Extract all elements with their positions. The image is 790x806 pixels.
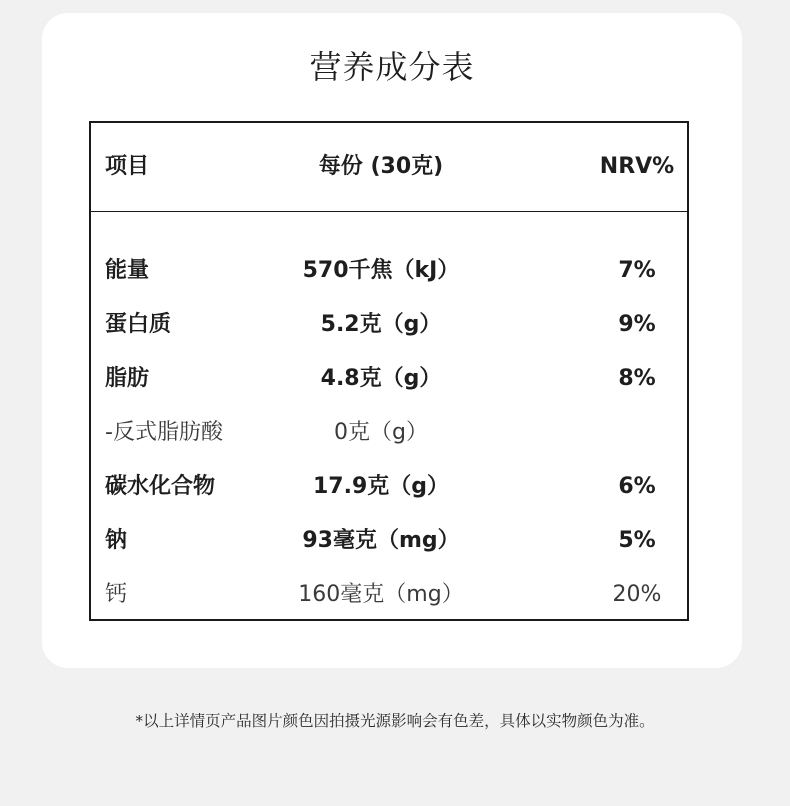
table-title: 营养成分表 [309, 48, 475, 86]
row-name: 碳水化合物 [105, 474, 216, 499]
row-name: 脂肪 [105, 366, 150, 391]
row-name: -反式脂肪酸 [105, 420, 223, 445]
header-per-serving: 每份 (30克) [318, 154, 444, 179]
row-value: 17.9克（g） [312, 474, 450, 499]
nutrition-table [89, 121, 689, 621]
row-name: 钠 [105, 528, 128, 553]
row-nrv: 5% [618, 528, 656, 553]
row-value: 570千焦（kJ） [302, 258, 460, 283]
row-value: 0克（g） [334, 420, 428, 445]
row-value: 93毫克（mg） [302, 528, 460, 553]
row-nrv: 8% [618, 366, 656, 391]
row-name: 钙 [105, 582, 128, 607]
footnote: *以上详情页产品图片颜色因拍摄光源影响会有色差，具体以实物颜色为准。 [135, 712, 655, 730]
nutrition-card [42, 13, 742, 668]
row-name: 蛋白质 [105, 312, 172, 337]
row-value: 5.2克（g） [320, 312, 442, 337]
header-nrv: NRV% [599, 154, 675, 179]
row-nrv: 9% [618, 312, 656, 337]
row-name: 能量 [105, 258, 150, 283]
row-nrv: 7% [618, 258, 656, 283]
header-item: 项目 [105, 154, 150, 179]
row-value: 160毫克（mg） [298, 582, 464, 607]
row-nrv: 6% [618, 474, 656, 499]
row-nrv: 20% [612, 582, 662, 607]
header-separator [91, 211, 687, 212]
row-value: 4.8克（g） [320, 366, 442, 391]
